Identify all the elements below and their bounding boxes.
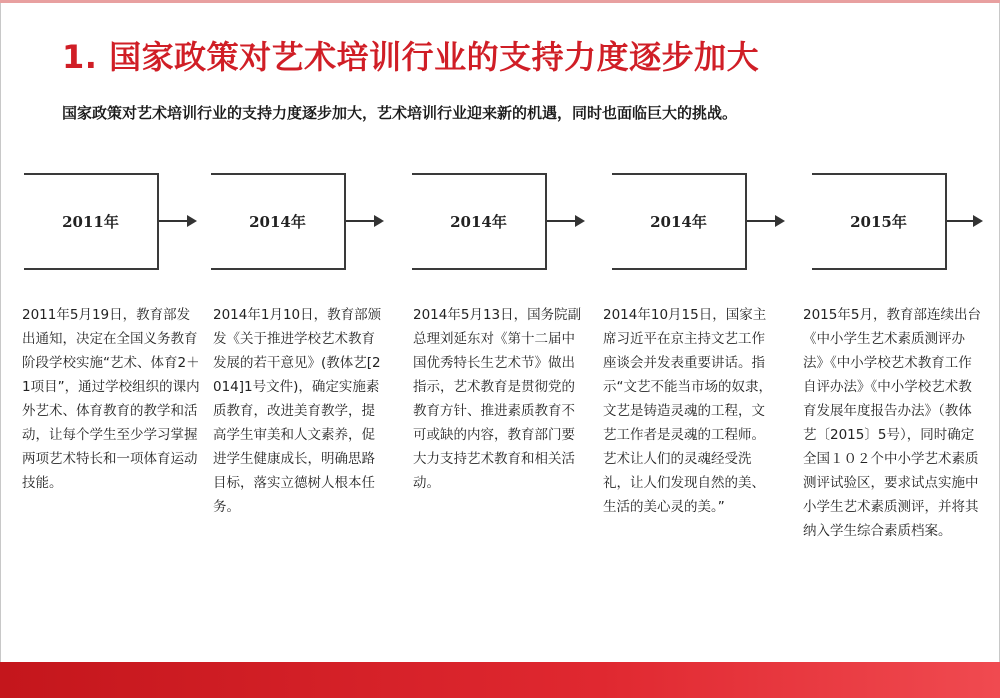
timeline-box bbox=[412, 173, 547, 270]
timeline-description: 2015年5月，教育部连续出台《中小学生艺术素质测评办法》《中小学校艺术教育工作自评办法》《中小学校艺术教育发展年度报告办法》（教体艺〔2015〕5号），同时确定全国１０２个中小学艺术素质测评试验区，要求试点实施中小学生艺术素质测评，并将其纳入学生综合素质档案。 bbox=[803, 307, 981, 539]
arrow-right-icon bbox=[947, 220, 975, 222]
timeline-step-2014-jan bbox=[211, 173, 386, 268]
timeline-description: 2014年1月10日，教育部颁发《关于推进学校艺术教育发展的若干意见》(教体艺[2014]1号文件)，确定实施素质教育，改进美育教学，提高学生审美和人文素养，促进学生健康成长，明确思路目标，落实立德树人根本任务。 bbox=[213, 307, 382, 515]
timeline-year-label: 2014年 bbox=[650, 213, 707, 231]
timeline-year-label: 2014年 bbox=[249, 213, 306, 231]
timeline-year-label: 2011年 bbox=[62, 213, 119, 231]
arrow-right-icon bbox=[159, 220, 189, 222]
timeline-box bbox=[812, 173, 947, 270]
timeline-step-2011 bbox=[24, 173, 199, 268]
timeline-box bbox=[24, 173, 159, 270]
timeline-step-2014-may bbox=[412, 173, 587, 268]
timeline-step-2015 bbox=[812, 173, 987, 268]
timeline-box bbox=[211, 173, 346, 270]
timeline-description: 2014年5月13日，国务院副总理刘延东对《第十二届中国优秀特长生艺术节》做出指示，艺术教育是贯彻党的教育方针、推进素质教育不可或缺的内容，教育部门要大力支持艺术教育和相关活动。 bbox=[413, 307, 582, 491]
timeline-description: 2014年10月15日，国家主席习近平在京主持文艺工作座谈会并发表重要讲话。指示“文艺不能当市场的奴隶，文艺是铸造灵魂的工程，文艺工作者是灵魂的工程师。艺术让人们的灵魂经受洗礼，让人们发现自然的美、生活的美心灵的美。” bbox=[603, 307, 772, 515]
timeline-box bbox=[612, 173, 747, 270]
page-subtitle: 国家政策对艺术培训行业的支持力度逐步加大，艺术培训行业迎来新的机遇，同时也面临巨大的挑战。 bbox=[62, 104, 738, 122]
timeline-step-2014-oct bbox=[612, 173, 787, 268]
arrow-right-icon bbox=[346, 220, 376, 222]
arrow-right-icon bbox=[547, 220, 577, 222]
top-accent-bar bbox=[0, 0, 1000, 3]
arrow-right-icon bbox=[747, 220, 777, 222]
footer-bar bbox=[0, 662, 1000, 698]
timeline-year-label: 2015年 bbox=[850, 213, 907, 231]
timeline-year-label: 2014年 bbox=[450, 213, 507, 231]
timeline-description: 2011年5月19日，教育部发出通知，决定在全国义务教育阶段学校实施“艺术、体育2＋1项目”，通过学校组织的课内外艺术、体育教育的教学和活动，让每个学生至少学习掌握两项艺术特长和一项体育运动技能。 bbox=[22, 307, 200, 491]
page-title: 1. 国家政策对艺术培训行业的支持力度逐步加大 bbox=[62, 38, 760, 76]
